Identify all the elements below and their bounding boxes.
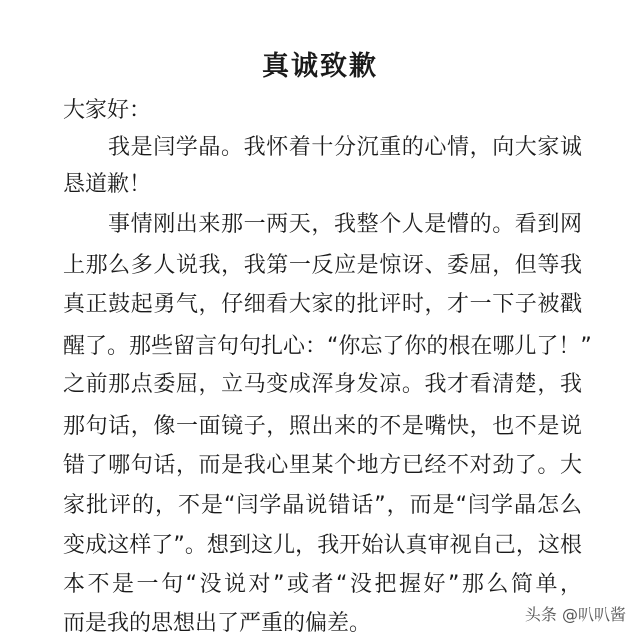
text-line: 那句话，像一面镜子，照出来的不是嘴快，也不是说 bbox=[63, 414, 582, 439]
watermark: 头条 @叭叭酱 bbox=[524, 605, 626, 624]
text-line: 错了哪句话，而是我心里某个地方已经不对劲了。大 bbox=[63, 453, 582, 478]
text-line: 本不是一句“没说对”或者“没把握好”那么简单， bbox=[63, 572, 582, 597]
text-line: 大家好： bbox=[63, 98, 152, 123]
text-line: 恳道歉！ bbox=[63, 172, 152, 197]
text-line: 变成这样了”。想到这儿，我开始认真审视自己，这根 bbox=[63, 533, 582, 558]
text-line: 上那么多人说我，我第一反应是惊讶、委屈，但等我 bbox=[63, 253, 582, 278]
text-line: 我是闫学晶。我怀着十分沉重的心情，向大家诚 bbox=[108, 135, 582, 160]
text-line: 真正鼓起勇气，仔细看大家的批评时，才一下子被戳 bbox=[63, 292, 582, 317]
text-line: 事情刚出来那一两天，我整个人是懵的。看到网 bbox=[108, 212, 582, 237]
text-line: 醒了。那些留言句句扎心：“你忘了你的根在哪儿了！” bbox=[63, 334, 592, 359]
text-line: 而是我的思想出了严重的偏差。 bbox=[63, 611, 372, 636]
text-line: 之前那点委屈，立马变成浑身发凉。我才看清楚，我 bbox=[63, 372, 582, 397]
document-title: 真诚致歉 bbox=[262, 51, 378, 82]
text-line: 家批评的，不是“闫学晶说错话”，而是“闫学晶怎么 bbox=[63, 493, 582, 518]
